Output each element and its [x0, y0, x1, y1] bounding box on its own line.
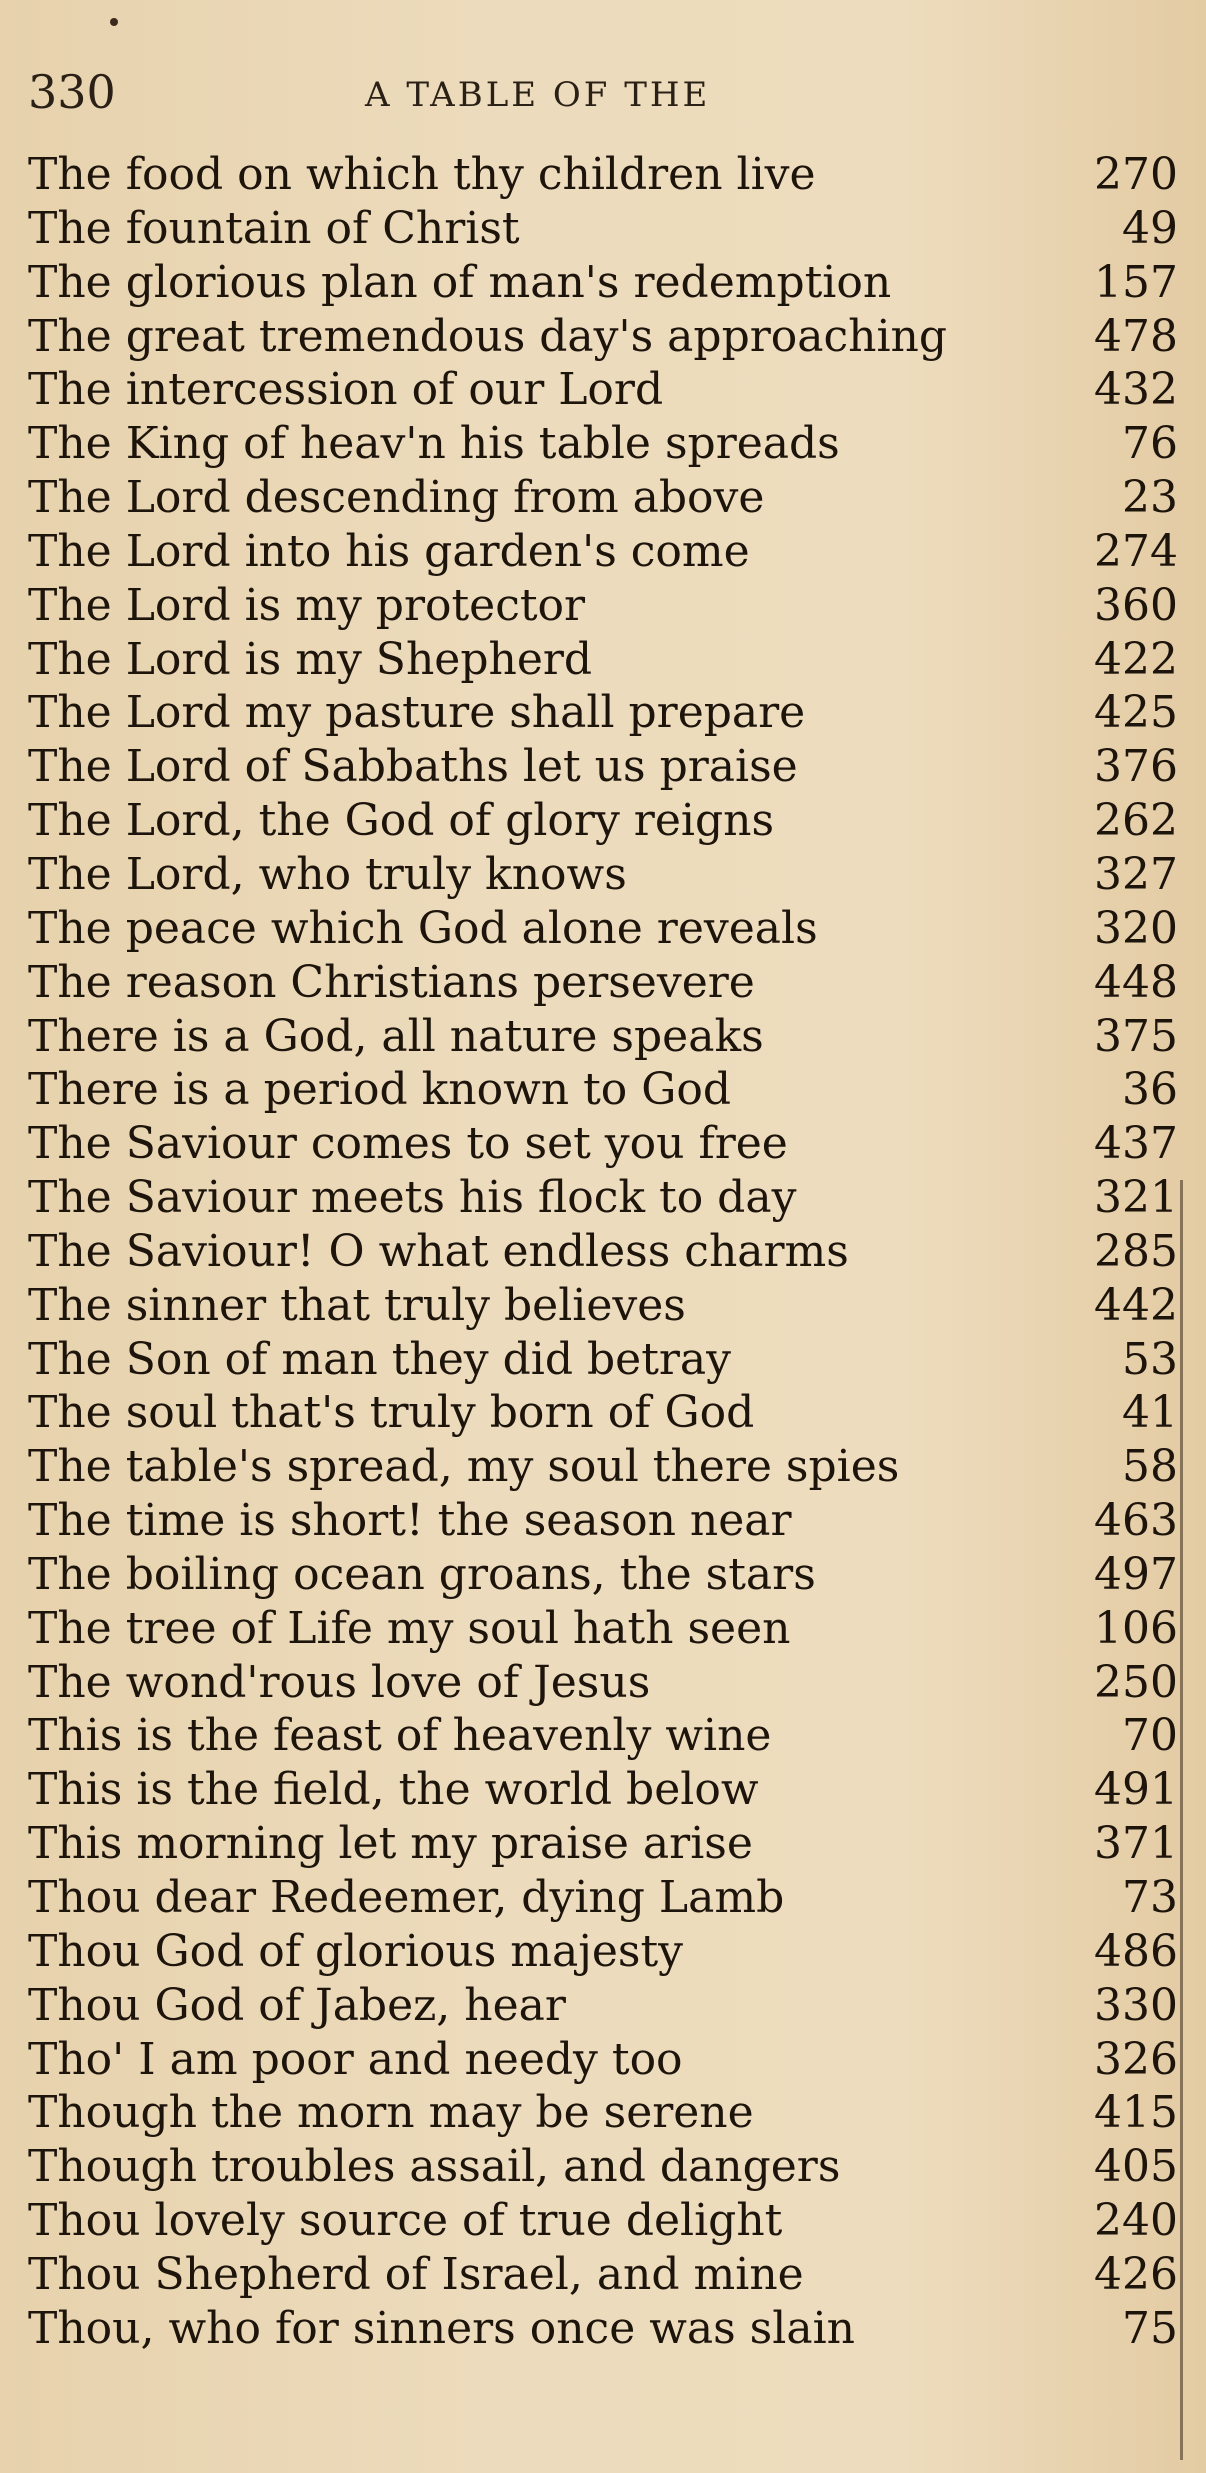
index-entry — [28, 1117, 1178, 1171]
index-entry — [28, 471, 1178, 525]
index-entry — [28, 1010, 1178, 1064]
index-entry — [28, 902, 1178, 956]
index-entry — [28, 148, 1178, 202]
hymn-first-line: The Saviour meets his flock to day — [28, 1172, 797, 1224]
hymn-number: 49 — [1122, 202, 1178, 254]
hymn-number: 106 — [1094, 1602, 1178, 1654]
page-number: 330 — [28, 65, 116, 119]
index-entry — [28, 740, 1178, 794]
hymn-number: 442 — [1094, 1279, 1178, 1331]
hymn-first-line: The boiling ocean groans, the stars — [28, 1548, 816, 1600]
hymn-number: 375 — [1094, 1010, 1178, 1062]
hymn-first-line: The wond'rous love of Jesus — [28, 1656, 651, 1708]
hymn-number: 320 — [1094, 902, 1178, 954]
index-entry — [28, 1871, 1178, 1925]
index-entry — [28, 2248, 1178, 2302]
index-entry — [28, 2302, 1178, 2356]
index-entry — [28, 202, 1178, 256]
hymn-first-line: This is the field, the world below — [28, 1764, 759, 1816]
index-entry — [28, 848, 1178, 902]
hymn-number: 250 — [1094, 1656, 1178, 1708]
page-edge-rule — [1180, 1180, 1183, 2460]
index-entries — [28, 148, 1178, 2356]
hymn-first-line: Though troubles assail, and dangers — [28, 2141, 841, 2193]
hymn-first-line: The Lord into his garden's come — [28, 525, 750, 577]
hymn-first-line: Thou God of Jabez, hear — [28, 1979, 566, 2031]
hymn-first-line: The intercession of our Lord — [28, 364, 664, 416]
index-entry — [28, 1279, 1178, 1333]
hymn-number: 157 — [1094, 256, 1178, 308]
hymn-first-line: The sinner that truly believes — [28, 1279, 686, 1331]
index-entry — [28, 794, 1178, 848]
hymn-number: 437 — [1094, 1118, 1178, 1170]
hymn-first-line: This is the feast of heavenly wine — [28, 1710, 772, 1762]
hymn-first-line: Thou lovely source of true delight — [28, 2195, 783, 2247]
index-entry — [28, 956, 1178, 1010]
hymn-number: 330 — [1094, 1979, 1178, 2031]
index-entry — [28, 1656, 1178, 1710]
hymn-first-line: The reason Christians persevere — [28, 956, 755, 1008]
hymn-number: 70 — [1122, 1710, 1178, 1762]
hymn-first-line: The Saviour! O what endless charms — [28, 1225, 849, 1277]
index-entry — [28, 256, 1178, 310]
index-entry — [28, 1763, 1178, 1817]
hymn-number: 23 — [1122, 472, 1178, 524]
index-entry — [28, 2140, 1178, 2194]
hymn-number: 274 — [1094, 525, 1178, 577]
hymn-number: 76 — [1122, 418, 1178, 470]
hymn-number: 327 — [1094, 848, 1178, 900]
hymn-number: 491 — [1094, 1764, 1178, 1816]
hymn-number: 58 — [1122, 1441, 1178, 1493]
hymn-first-line: The Saviour comes to set you free — [28, 1118, 788, 1170]
index-entry — [28, 2033, 1178, 2087]
index-entry — [28, 363, 1178, 417]
hymn-first-line: Thou Shepherd of Israel, and mine — [28, 2248, 804, 2300]
hymn-first-line: The table's spread, my soul there spies — [28, 1441, 900, 1493]
hymn-number: 463 — [1094, 1495, 1178, 1547]
hymn-first-line: This morning let my praise arise — [28, 1818, 753, 1870]
hymn-number: 371 — [1094, 1818, 1178, 1870]
index-entry — [28, 1602, 1178, 1656]
hymn-first-line: Thou God of glorious majesty — [28, 1925, 684, 1977]
running-head — [20, 62, 1170, 122]
hymn-number: 270 — [1094, 149, 1178, 200]
hymn-first-line: Though the morn may be serene — [28, 2087, 754, 2139]
index-entry — [28, 2086, 1178, 2140]
hymn-number: 376 — [1094, 741, 1178, 793]
index-entry — [28, 1979, 1178, 2033]
hymn-number: 321 — [1094, 1172, 1178, 1224]
hymn-first-line: The King of heav'n his table spreads — [28, 418, 840, 470]
index-entry — [28, 1225, 1178, 1279]
index-entry — [28, 417, 1178, 471]
index-entry — [28, 1925, 1178, 1979]
hymn-first-line: The Lord is my protector — [28, 579, 586, 631]
index-entry — [28, 1386, 1178, 1440]
hymn-number: 262 — [1094, 795, 1178, 847]
hymn-first-line: Thou, who for sinners once was slain — [28, 2302, 855, 2354]
hymn-first-line: There is a God, all nature speaks — [28, 1010, 764, 1062]
hymn-first-line: The Son of man they did betray — [28, 1333, 732, 1385]
hymn-first-line: The peace which God alone reveals — [28, 902, 818, 954]
hymn-number: 415 — [1094, 2087, 1178, 2139]
hymn-first-line: The soul that's truly born of God — [28, 1387, 755, 1439]
hymn-first-line: The glorious plan of man's redemption — [28, 256, 892, 308]
index-entry — [28, 579, 1178, 633]
hymn-number: 36 — [1122, 1064, 1178, 1116]
hymn-first-line: The Lord my pasture shall prepare — [28, 687, 806, 739]
hymn-number: 422 — [1094, 633, 1178, 685]
index-entry — [28, 1709, 1178, 1763]
hymn-first-line: The fountain of Christ — [28, 202, 520, 254]
index-entry — [28, 1817, 1178, 1871]
index-entry — [28, 525, 1178, 579]
hymn-first-line: The Lord is my Shepherd — [28, 633, 593, 685]
hymn-number: 432 — [1094, 364, 1178, 416]
hymn-first-line: The Lord descending from above — [28, 472, 765, 524]
index-entry — [28, 1548, 1178, 1602]
index-entry — [28, 1171, 1178, 1225]
hymn-number: 448 — [1094, 956, 1178, 1008]
hymn-number: 41 — [1122, 1387, 1178, 1439]
hymn-first-line: The Lord of Sabbaths let us praise — [28, 741, 798, 793]
index-entry — [28, 1333, 1178, 1387]
ink-speck — [110, 18, 118, 26]
hymn-first-line: The Lord, the God of glory reigns — [28, 795, 775, 847]
index-entry — [28, 1494, 1178, 1548]
hymn-number: 497 — [1094, 1548, 1178, 1600]
hymn-number: 53 — [1122, 1333, 1178, 1385]
hymn-first-line: Thou dear Redeemer, dying Lamb — [28, 1872, 785, 1923]
hymn-first-line: The tree of Life my soul hath seen — [28, 1602, 791, 1654]
hymn-first-line: The great tremendous day's approaching — [28, 310, 948, 362]
hymn-first-line: Tho' I am poor and needy too — [28, 2033, 683, 2085]
hymn-number: 425 — [1094, 687, 1178, 739]
hymn-number: 75 — [1122, 2302, 1178, 2354]
hymn-number: 240 — [1094, 2195, 1178, 2247]
index-entry — [28, 686, 1178, 740]
index-entry — [28, 310, 1178, 364]
hymn-first-line: The food on which thy children live — [28, 149, 816, 200]
index-entry — [28, 1440, 1178, 1494]
index-entry — [28, 633, 1178, 687]
hymn-number: 326 — [1094, 2033, 1178, 2085]
running-title: A TABLE OF THE — [365, 75, 711, 115]
hymn-number: 405 — [1094, 2141, 1178, 2193]
hymn-number: 486 — [1094, 1925, 1178, 1977]
hymn-number: 360 — [1094, 579, 1178, 631]
hymn-first-line: The time is short! the season near — [28, 1495, 792, 1547]
hymn-number: 73 — [1122, 1872, 1178, 1923]
index-entry — [28, 2194, 1178, 2248]
hymn-number: 426 — [1094, 2248, 1178, 2300]
hymn-number: 478 — [1094, 310, 1178, 362]
index-entry — [28, 1063, 1178, 1117]
hymn-first-line: The Lord, who truly knows — [28, 848, 627, 900]
hymn-number: 285 — [1094, 1225, 1178, 1277]
hymn-first-line: There is a period known to God — [28, 1064, 732, 1116]
